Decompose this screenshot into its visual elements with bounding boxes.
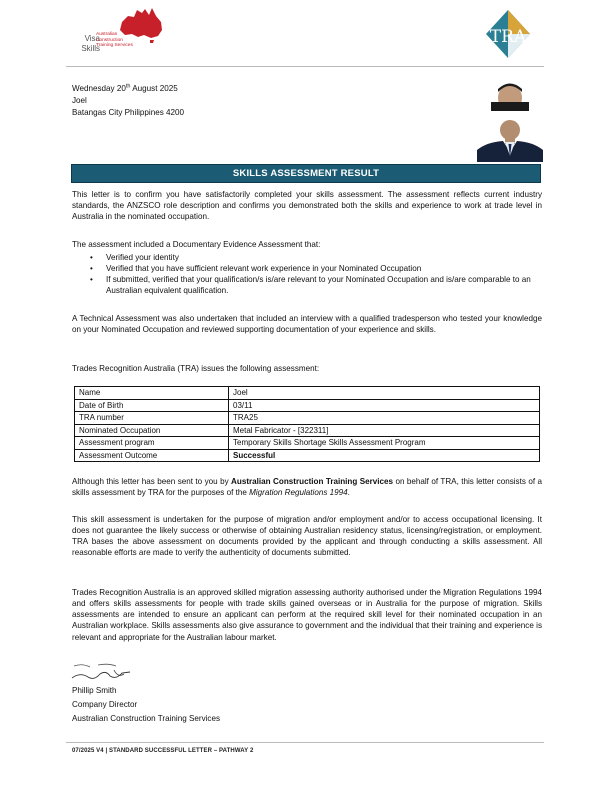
table-value: 03/11 (229, 399, 540, 412)
table-label: Assessment program (75, 437, 229, 450)
footer-text: 07/2025 V4 | STANDARD SUCCESSFUL LETTER – PATHWAY 2 (72, 748, 254, 754)
list-item: • Verified your identity (92, 252, 542, 263)
handwritten-signature (70, 660, 142, 684)
tra-authority-paragraph: Trades Recognition Australia is an approved skilled migration assessing authority authorised under the Migration Regulations 1994 and offers skills assessments for people with trade skills gained overseas or in Australia for the purpose of migration. Skills assessments are intended to ensure an applicant can perform at the required skill level for their nominated occupation in an Australian workplace. Skills assessments also give assurance to government and the individual that their training and experience is relevant and appropriate for the Australian labour market. (72, 588, 542, 642)
table-label: Assessment Outcome (75, 449, 229, 462)
signature-block (72, 685, 220, 727)
actc-logo-text: Australian Construction Training Services (96, 32, 133, 49)
result-banner: SKILLS ASSESSMENT RESULT (71, 164, 541, 183)
tra-emblem-icon (483, 8, 533, 63)
table-row (75, 412, 540, 425)
list-item: • Verified that you have sufficient relevant work experience in your Nominated Occupation (92, 263, 542, 274)
letter-date: Wednesday 20th August 2025 (72, 83, 178, 93)
table-row (75, 449, 540, 462)
signatory-company: Australian Construction Training Services (72, 714, 221, 723)
table-label: Date of Birth (75, 399, 229, 412)
signatory-title: Company Director (72, 700, 138, 709)
table-row (75, 437, 540, 450)
table-value: Metal Fabricator - [322311] (229, 424, 540, 437)
applicant-photo (477, 80, 543, 162)
recipient-location: Batangas City Philippines 4200 (72, 108, 185, 117)
tra-logo-text: TRA (489, 27, 527, 47)
table-label: Name (75, 387, 229, 400)
assessment-bullet-list (92, 252, 542, 297)
signatory-name: Phillip Smith (72, 686, 117, 695)
tra-issues-paragraph: Trades Recognition Australia (TRA) issues the following assessment: (72, 364, 320, 373)
assessment-table (74, 386, 540, 462)
technical-assessment-paragraph: A Technical Assessment was also undertaken that included an interview with a qualified tradesperson who tested your knowledge on your Nominated Occupation and reviewed supporting documentation of your experience and skills. (72, 314, 542, 335)
table-value: TRA25 (229, 412, 540, 425)
visa-skills-text: Visa Skills (81, 34, 100, 53)
table-row (75, 399, 540, 412)
table-label: TRA number (75, 412, 229, 425)
table-value: Temporary Skills Shortage Skills Assessment Program (229, 437, 540, 450)
documentary-assessment-intro: The assessment included a Documentary Evidence Assessment that: (72, 240, 321, 249)
table-value: Joel (229, 387, 540, 400)
sender-paragraph: Although this letter has been sent to you by Australian Construction Training Services on behalf of TRA, this letter consists of a skills assessment by TRA for the purposes of the Migration Regulations 1994. (72, 477, 542, 498)
table-label: Nominated Occupation (75, 424, 229, 437)
recipient-name: Joel (72, 96, 87, 105)
tra-logo (483, 8, 533, 63)
intro-paragraph: This letter is to confirm you have satisfactorily completed your skills assessment. The assessment reflects current industry standards, the ANZSCO role description and confirms you demonstrated both the skills and experience to work at trade level in Australia in the nominated occupation. (72, 190, 542, 222)
assessment-outcome-value: Successful (229, 449, 540, 462)
purpose-paragraph: This skill assessment is undertaken for the purpose of migration and/or employment and/or to access occupational licensing. It does not guarantee the likely success or otherwise of obtaining Australian residency status, licensing/registration, or employment. TRA bases the above assessment on documents provided by the applicant and through conducting a skills assessment. All reasonable efforts are made to verify the authenticity of documents submitted. (72, 515, 542, 558)
table-row (75, 424, 540, 437)
address-block (72, 83, 184, 119)
header-divider (66, 66, 544, 67)
list-item: • If submitted, verified that your qualification/s is/are relevant to your Nominated Occupation and is/are comparable to an Australian equivalent qualification. (92, 274, 542, 296)
table-row (75, 387, 540, 400)
actc-logo (78, 6, 168, 62)
footer-divider (66, 742, 544, 743)
